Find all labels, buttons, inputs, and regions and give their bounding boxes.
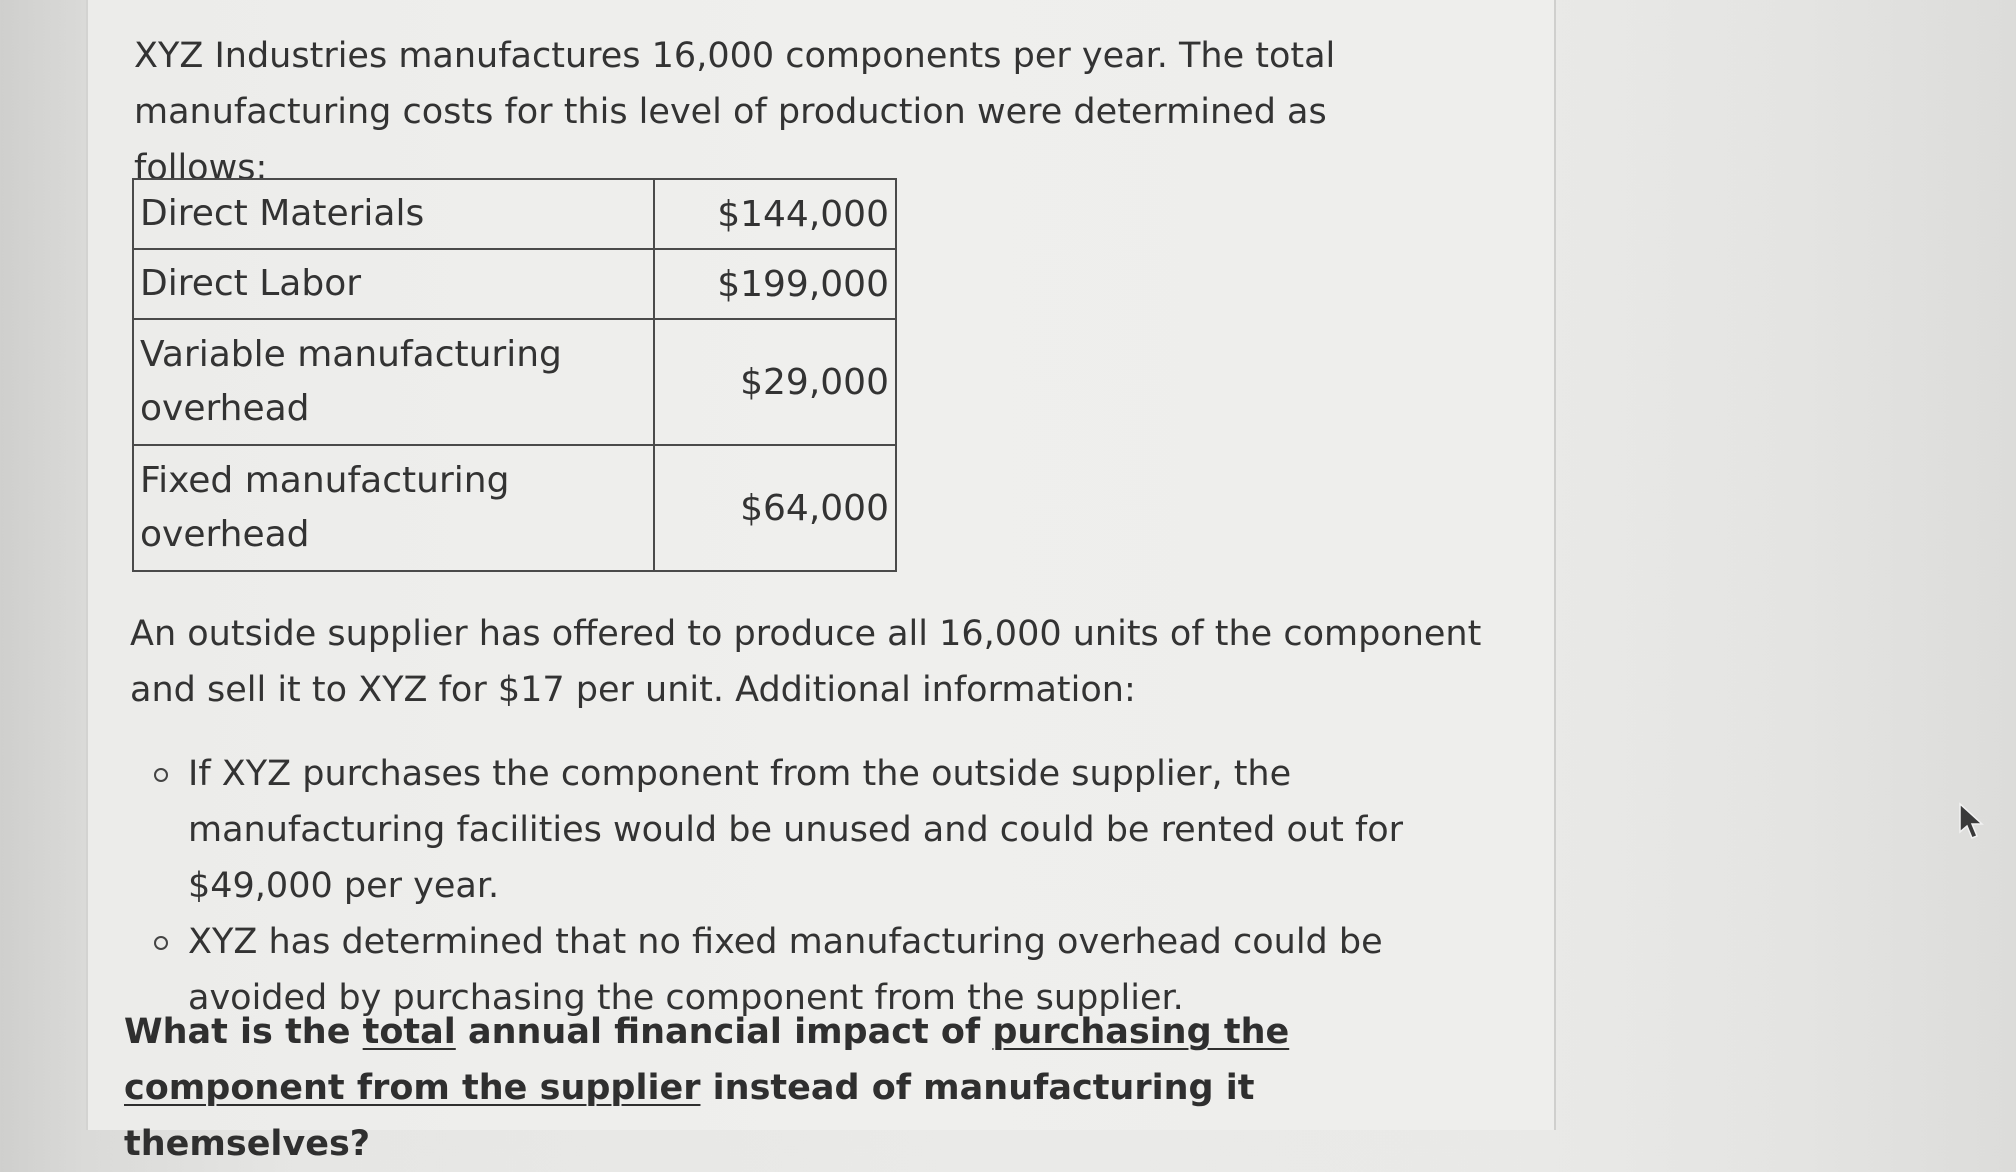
offer-paragraph: An outside supplier has offered to produce all 16,000 units of the component and sell it to XYZ for $17 per unit. Additional information: [130, 614, 1482, 710]
cost-amount: $64,000 [654, 445, 896, 571]
mouse-pointer-icon [1958, 802, 1988, 842]
intro-paragraph: XYZ Industries manufactures 16,000 components per year. The total manufacturing costs for this level of production were determined as follows: [134, 36, 1336, 188]
cost-label: Direct Labor [133, 249, 654, 319]
cost-label: Variable manufacturing overhead [133, 319, 654, 445]
question-text: What is the [124, 1012, 363, 1052]
circle-bullet-icon [154, 936, 168, 950]
info-text: If XYZ purchases the component from the outside supplier, the manufacturing facilities would be unused and could be rented out for $49,000 per year. [188, 754, 1404, 906]
question-underlined-text: total [362, 1012, 456, 1052]
cost-table [132, 178, 897, 572]
info-text: XYZ has determined that no fixed manufacturing overhead could be avoided by purchasing the component from the supplier. [188, 922, 1383, 1018]
table-row [133, 179, 896, 249]
cost-label: Direct Materials [133, 179, 654, 249]
additional-info-list [150, 746, 1510, 1026]
question-text: annual financial impact of [455, 1012, 993, 1052]
question-underlined-text: purchasing the component from the supplier [124, 1012, 1290, 1108]
table-row [133, 249, 896, 319]
circle-bullet-icon [154, 768, 168, 782]
table-row [133, 445, 896, 571]
cost-label: Fixed manufacturing overhead [133, 445, 654, 571]
cost-amount: $199,000 [654, 249, 896, 319]
list-item [150, 746, 1510, 914]
table-row [133, 319, 896, 445]
cost-amount: $144,000 [654, 179, 896, 249]
question-paragraph [124, 1004, 1504, 1172]
question-text: instead of manufacturing it themselves? [124, 1068, 1255, 1164]
cost-amount: $29,000 [654, 319, 896, 445]
